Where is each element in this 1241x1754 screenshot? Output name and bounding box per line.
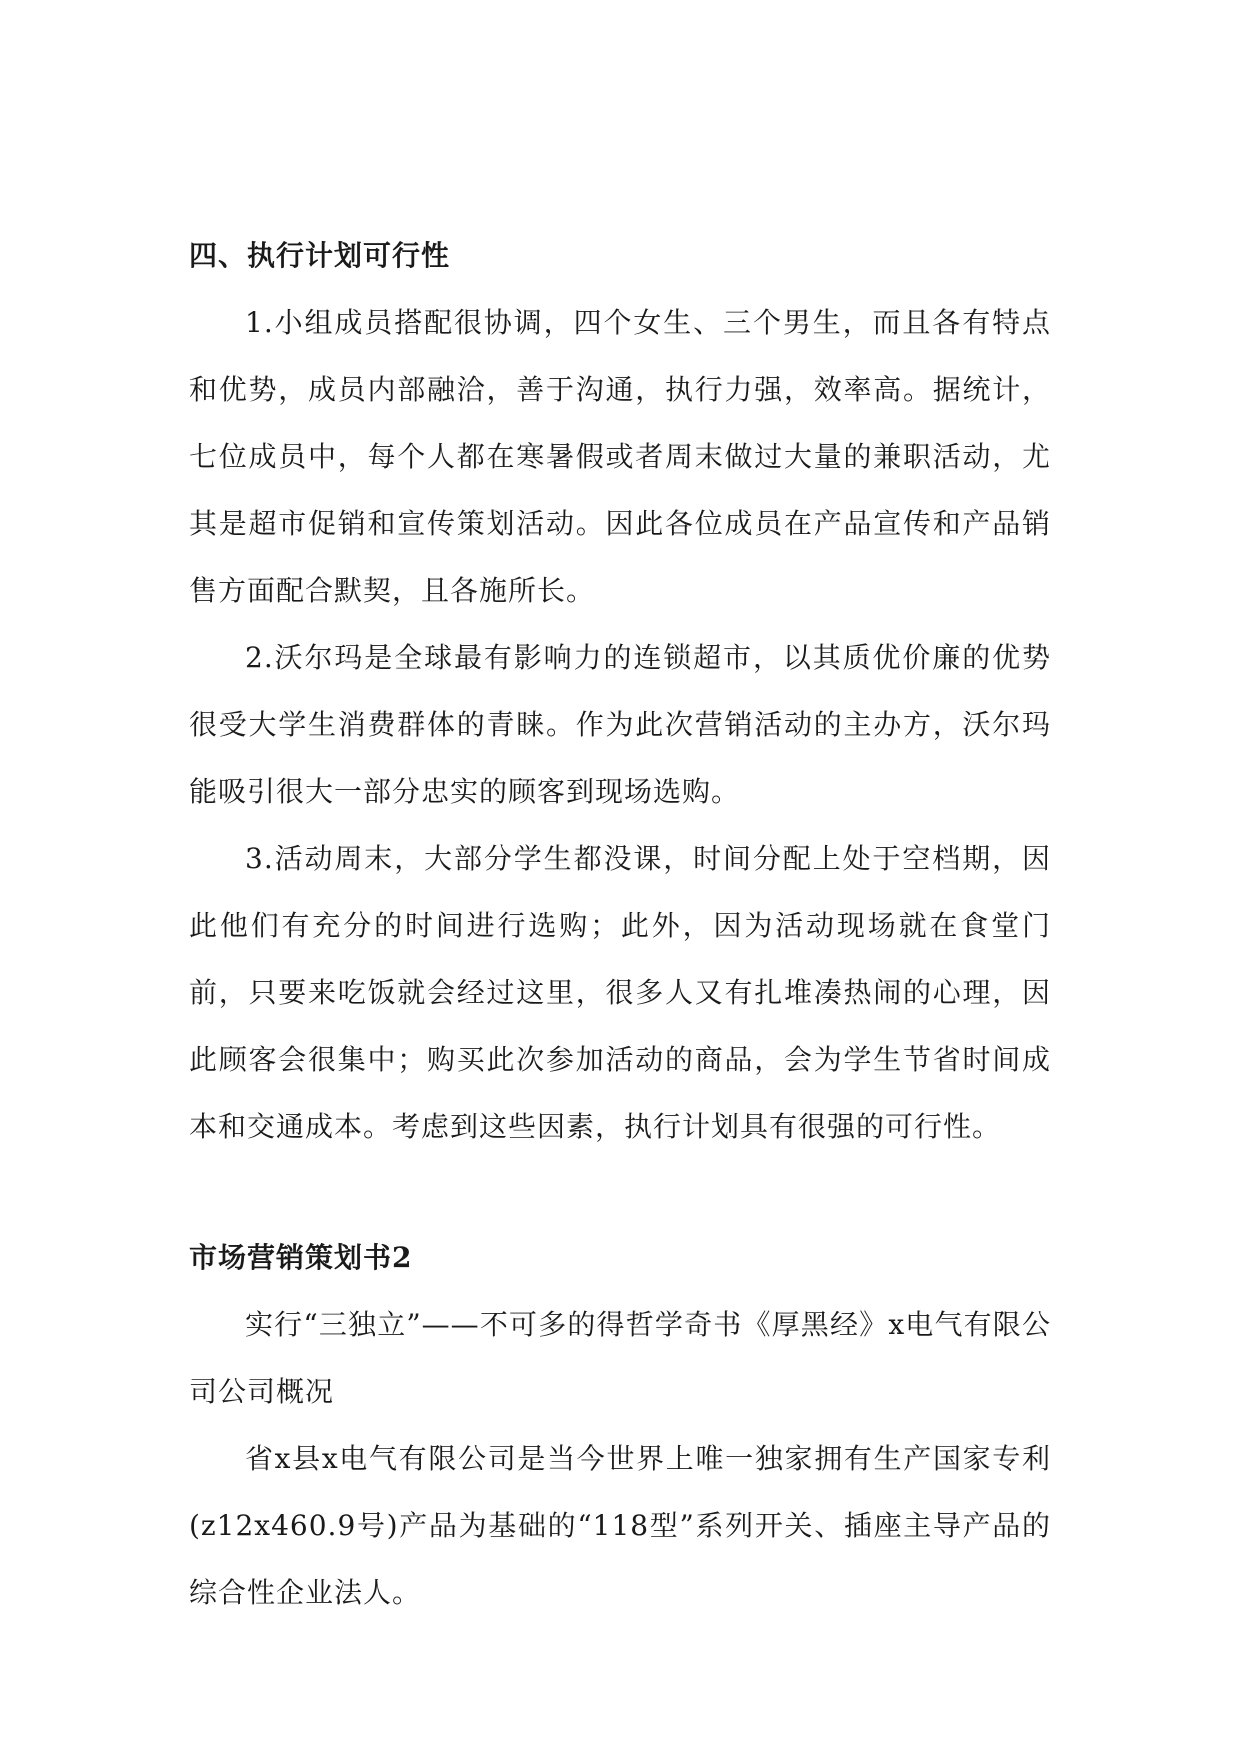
paragraph-company-title: 实行“三独立”——不可多的得哲学奇书《厚黑经》x电气有限公司公司概况	[189, 1308, 1051, 1408]
document-body	[189, 222, 1051, 1626]
section-heading-feasibility: 四、执行计划可行性	[189, 239, 451, 272]
paragraph-company-overview: 省x县x电气有限公司是当今世界上唯一独家拥有生产国家专利(z12x460.9号)产品为基础的“118型”系列开关、插座主导产品的综合性企业法人。	[189, 1442, 1051, 1609]
section-heading-plan-2: 市场营销策划书2	[189, 1241, 413, 1274]
paragraph-team: 1.小组成员搭配很协调，四个女生、三个男生，而且各有特点和优势，成员内部融洽，善于沟通，执行力强，效率高。据统计，七位成员中，每个人都在寒暑假或者周末做过大量的兼职活动，尤其是超市促销和宣传策划活动。因此各位成员在产品宣传和产品销售方面配合默契，且各施所长。	[189, 306, 1051, 607]
section-spacer	[189, 1160, 1051, 1224]
paragraph-walmart: 2.沃尔玛是全球最有影响力的连锁超市，以其质优价廉的优势很受大学生消费群体的青睐。作为此次营销活动的主办方，沃尔玛能吸引很大一部分忠实的顾客到现场选购。	[189, 641, 1051, 808]
paragraph-timing: 3.活动周末，大部分学生都没课，时间分配上处于空档期，因此他们有充分的时间进行选购；此外，因为活动现场就在食堂门前，只要来吃饭就会经过这里，很多人又有扎堆凑热闹的心理，因此顾客会很集中；购买此次参加活动的商品，会为学生节省时间成本和交通成本。考虑到这些因素，执行计划具有很强的可行性。	[189, 842, 1051, 1143]
